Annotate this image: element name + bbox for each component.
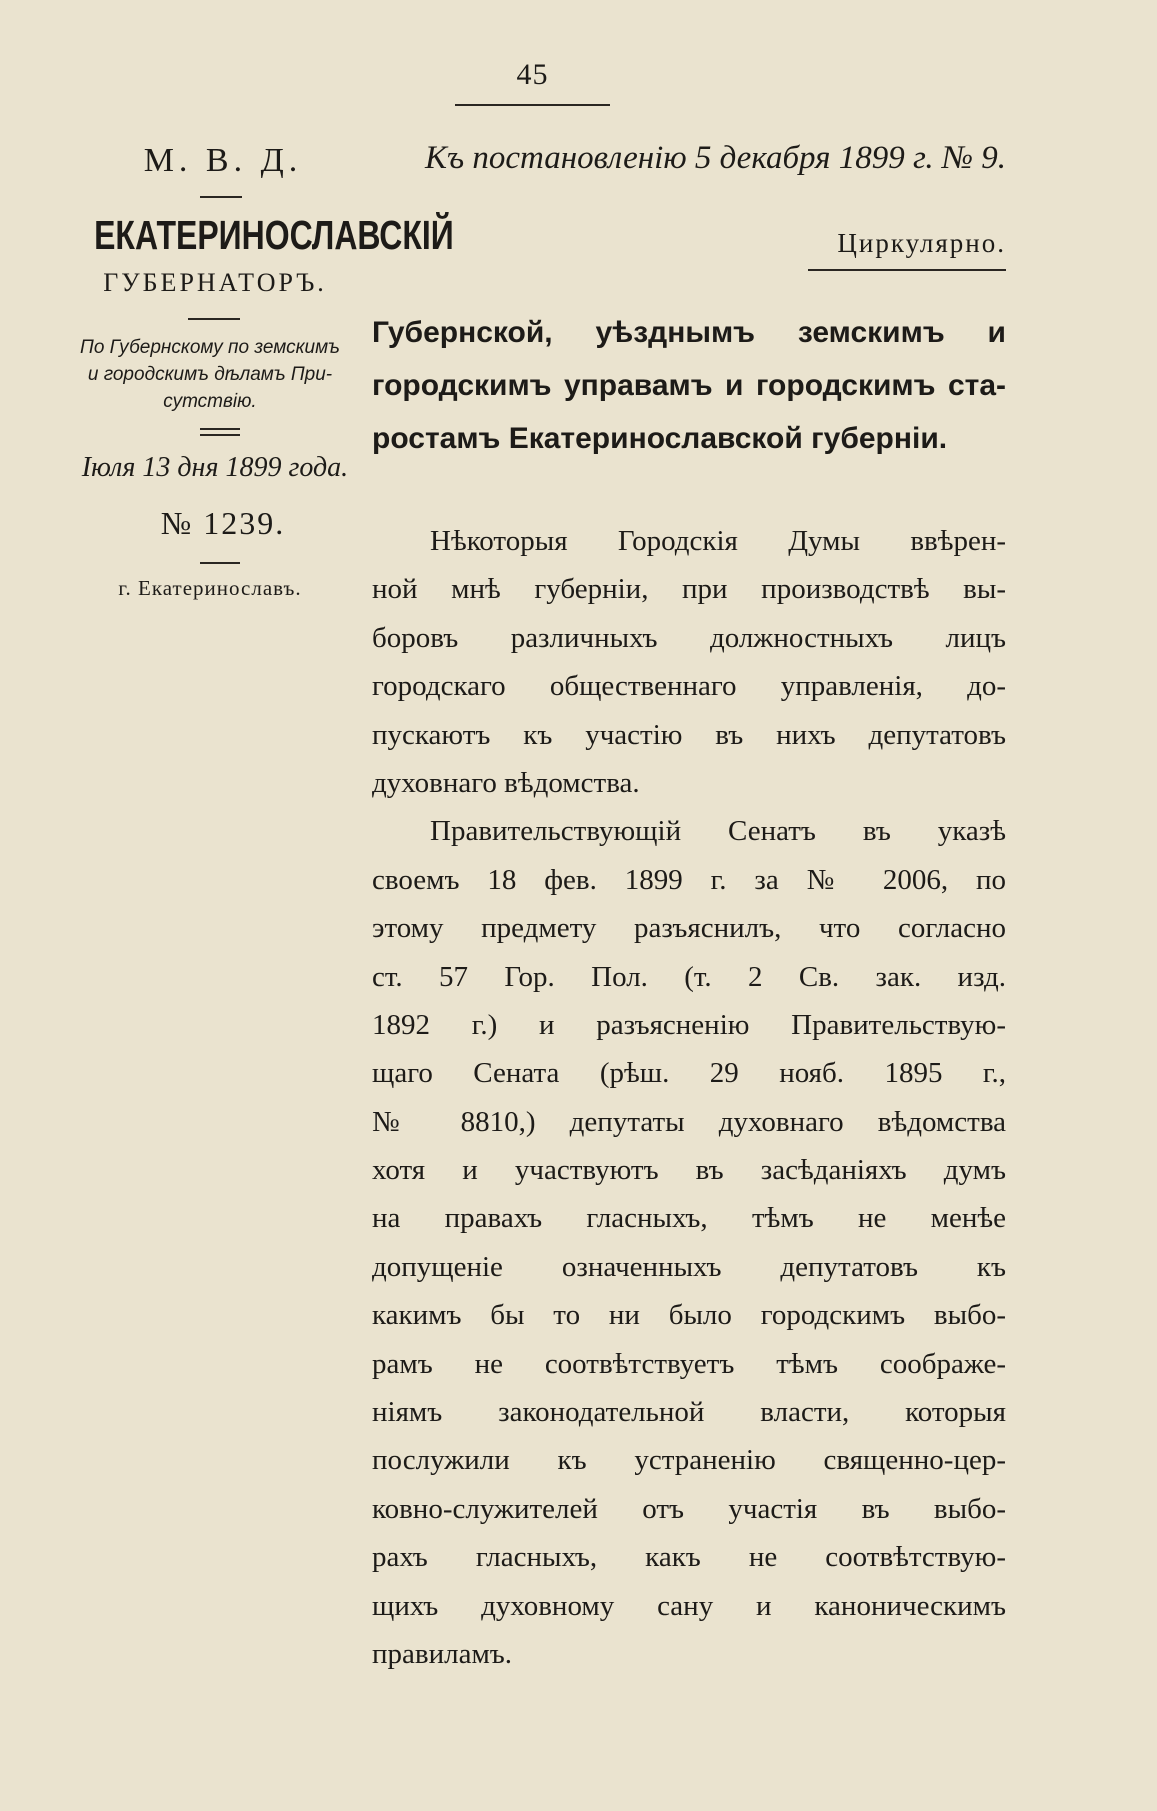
body-line: ной мнѣ губерніи, при производствѣ вы-	[372, 573, 1006, 606]
body-line: какимъ бы то ни было городскимъ выбо-	[372, 1299, 1006, 1332]
document-city: г. Екатеринославъ.	[118, 576, 302, 600]
body-line: боровъ различныхъ должностныхъ лицъ	[372, 621, 1006, 654]
governor-subtitle: ГУБЕРНАТОРЪ.	[103, 268, 327, 297]
body-line: городскаго общественнаго управленія, до-	[372, 670, 1006, 703]
body-line: хотя и участвуютъ въ засѣданіяхъ думъ	[372, 1154, 1006, 1187]
body-line: Правительствующій Сенатъ въ указѣ	[430, 815, 1006, 848]
body-text	[372, 517, 1006, 1678]
body-line: допущеніе означенныхъ депутатовъ къ	[372, 1250, 1006, 1283]
addressee-line: ростамъ Екатеринославской губерніи.	[372, 422, 948, 455]
presence-line: и городскимъ дѣламъ При-	[87, 364, 333, 385]
addressee-line: Губернской, уѣзднымъ земскимъ и	[372, 316, 1006, 349]
circular-label: Циркулярно.	[837, 228, 1006, 258]
body-line: рахъ гласныхъ, какъ не соотвѣтствую-	[372, 1541, 1006, 1574]
addressee-line: городскимъ управамъ и городскимъ ста-	[372, 369, 1006, 402]
governor-title: ЕКАТЕРИНОСЛАВСКІЙ	[94, 212, 454, 258]
body-line: ковно-служителей отъ участія въ выбо-	[372, 1492, 1006, 1525]
body-line: 1892 г.) и разъясненію Правительствую-	[372, 1008, 1006, 1041]
body-line: щаго Сената (рѣш. 29 нояб. 1895 г.,	[372, 1057, 1006, 1090]
page-number: 45	[516, 58, 549, 91]
body-line: на правахъ гласныхъ, тѣмъ не менѣе	[372, 1202, 1006, 1235]
body-line: послужили къ устраненію священно-цер-	[372, 1444, 1006, 1477]
body-line: своемъ 18 фев. 1899 г. за № 2006, по	[372, 863, 1006, 896]
body-line: пускаютъ къ участію въ нихъ депутатовъ	[372, 718, 1006, 751]
document-date: Іюля 13 дня 1899 года.	[81, 452, 349, 483]
body-line: духовнаго вѣдомства.	[372, 766, 640, 799]
document-number: № 1239.	[160, 505, 286, 541]
body-line: рамъ не соотвѣтствуетъ тѣмъ соображе-	[372, 1347, 1006, 1380]
presence-line: сутствію.	[163, 391, 257, 412]
body-line: ніямъ законодательной власти, которыя	[372, 1396, 1006, 1429]
body-line: ст. 57 Гор. Пол. (т. 2 Св. зак. изд.	[372, 960, 1006, 993]
presence-label	[40, 334, 380, 415]
divider	[200, 562, 240, 564]
ministry-label: М. В. Д.	[143, 142, 303, 179]
page-number-rule	[455, 104, 610, 106]
circular-underline	[808, 269, 1006, 271]
addressee-block	[372, 306, 1006, 465]
divider	[200, 434, 240, 436]
body-line: № 8810,) депутаты духовнаго вѣдомства	[372, 1105, 1006, 1138]
presence-line: По Губернскому по земскимъ	[80, 337, 340, 358]
divider	[200, 196, 242, 198]
divider	[188, 318, 240, 320]
body-line: Нѣкоторыя Городскія Думы ввѣрен-	[430, 525, 1006, 557]
body-line: этому предмету разъяснилъ, что согласно	[372, 912, 1006, 945]
body-line: правиламъ.	[372, 1637, 513, 1670]
body-line: щихъ духовному сану и каноническимъ	[372, 1589, 1006, 1622]
divider	[200, 428, 240, 430]
reference-line: Къ постановленію 5 декабря 1899 г. № 9.	[425, 140, 1006, 176]
